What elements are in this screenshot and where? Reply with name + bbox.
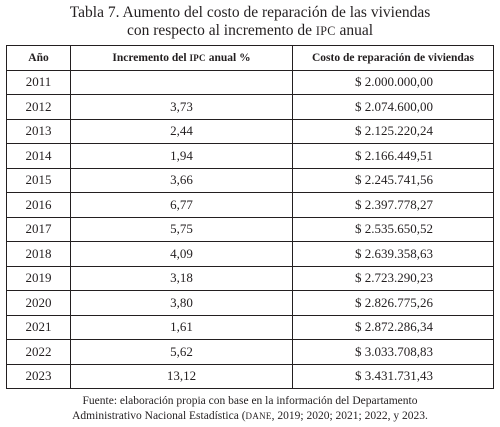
increment-cell: 3,18: [71, 266, 293, 291]
cost-cell: $ 2.074.600,00: [293, 95, 494, 120]
table-row: [7, 340, 494, 365]
header-increment: [71, 46, 293, 71]
increment-cell: [71, 70, 293, 95]
header-increment-prefix: Incremento del: [112, 51, 190, 64]
increment-cell: 13,12: [71, 364, 293, 389]
year-cell: 2023: [7, 364, 71, 389]
cost-cell: $ 2.125.220,24: [293, 119, 494, 144]
table-body: [7, 70, 494, 389]
source-dane-abbr: DANE: [245, 411, 272, 421]
increment-cell: 2,44: [71, 119, 293, 144]
cost-cell: $ 3.033.708,83: [293, 340, 494, 365]
cost-cell: $ 2.166.449,51: [293, 144, 494, 169]
caption-line-2: [0, 22, 500, 40]
table-row: [7, 168, 494, 193]
year-cell: 2015: [7, 168, 71, 193]
year-cell: 2020: [7, 291, 71, 316]
cost-table: [6, 45, 494, 389]
table-row: [7, 242, 494, 267]
year-cell: 2022: [7, 340, 71, 365]
cost-cell: $ 2.639.358,63: [293, 242, 494, 267]
header-year: Año: [7, 46, 71, 71]
table-row: [7, 291, 494, 316]
header-increment-suffix: anual %: [205, 51, 251, 64]
header-ipc-abbr: IPC: [189, 52, 206, 63]
table-caption: [0, 4, 500, 40]
year-cell: 2021: [7, 315, 71, 340]
cost-cell: $ 3.431.731,43: [293, 364, 494, 389]
source-note: [0, 394, 500, 424]
source-line-2: [0, 409, 500, 424]
header-cost: Costo de reparación de viviendas: [293, 46, 494, 71]
cost-cell: $ 2.535.650,52: [293, 217, 494, 242]
cost-cell: $ 2.000.000,00: [293, 70, 494, 95]
table-row: [7, 144, 494, 169]
cost-cell: $ 2.826.775,26: [293, 291, 494, 316]
source-line-2-suffix: , 2019; 2020; 2021; 2022, y 2023.: [271, 410, 428, 422]
table-row: [7, 119, 494, 144]
table-row: [7, 266, 494, 291]
year-cell: 2013: [7, 119, 71, 144]
table-row: [7, 70, 494, 95]
cost-cell: $ 2.397.778,27: [293, 193, 494, 218]
caption-line-1: Tabla 7. Aumento del costo de reparación de las viviendas: [69, 4, 431, 21]
caption-line-2-prefix: con respecto al incremento de: [126, 22, 316, 39]
source-line-2-prefix: Administrativo Nacional Estadística (: [72, 410, 246, 422]
increment-cell: 1,94: [71, 144, 293, 169]
increment-cell: 5,75: [71, 217, 293, 242]
increment-cell: 5,62: [71, 340, 293, 365]
table-row: [7, 95, 494, 120]
table-row: [7, 217, 494, 242]
cost-cell: $ 2.723.290,23: [293, 266, 494, 291]
increment-cell: 3,80: [71, 291, 293, 316]
header-row: [7, 46, 494, 71]
year-cell: 2014: [7, 144, 71, 169]
table-row: [7, 364, 494, 389]
caption-ipc-abbr: IPC: [315, 24, 336, 38]
increment-cell: 4,09: [71, 242, 293, 267]
increment-cell: 3,73: [71, 95, 293, 120]
year-cell: 2018: [7, 242, 71, 267]
table-row: [7, 193, 494, 218]
year-cell: 2019: [7, 266, 71, 291]
year-cell: 2016: [7, 193, 71, 218]
cost-cell: $ 2.245.741,56: [293, 168, 494, 193]
year-cell: 2011: [7, 70, 71, 95]
caption-line-2-suffix: anual: [335, 22, 374, 39]
source-line-1: Fuente: elaboración propia con base en la información del Departamento: [82, 395, 418, 407]
year-cell: 2012: [7, 95, 71, 120]
increment-cell: 6,77: [71, 193, 293, 218]
table-row: [7, 315, 494, 340]
increment-cell: 3,66: [71, 168, 293, 193]
cost-cell: $ 2.872.286,34: [293, 315, 494, 340]
increment-cell: 1,61: [71, 315, 293, 340]
year-cell: 2017: [7, 217, 71, 242]
